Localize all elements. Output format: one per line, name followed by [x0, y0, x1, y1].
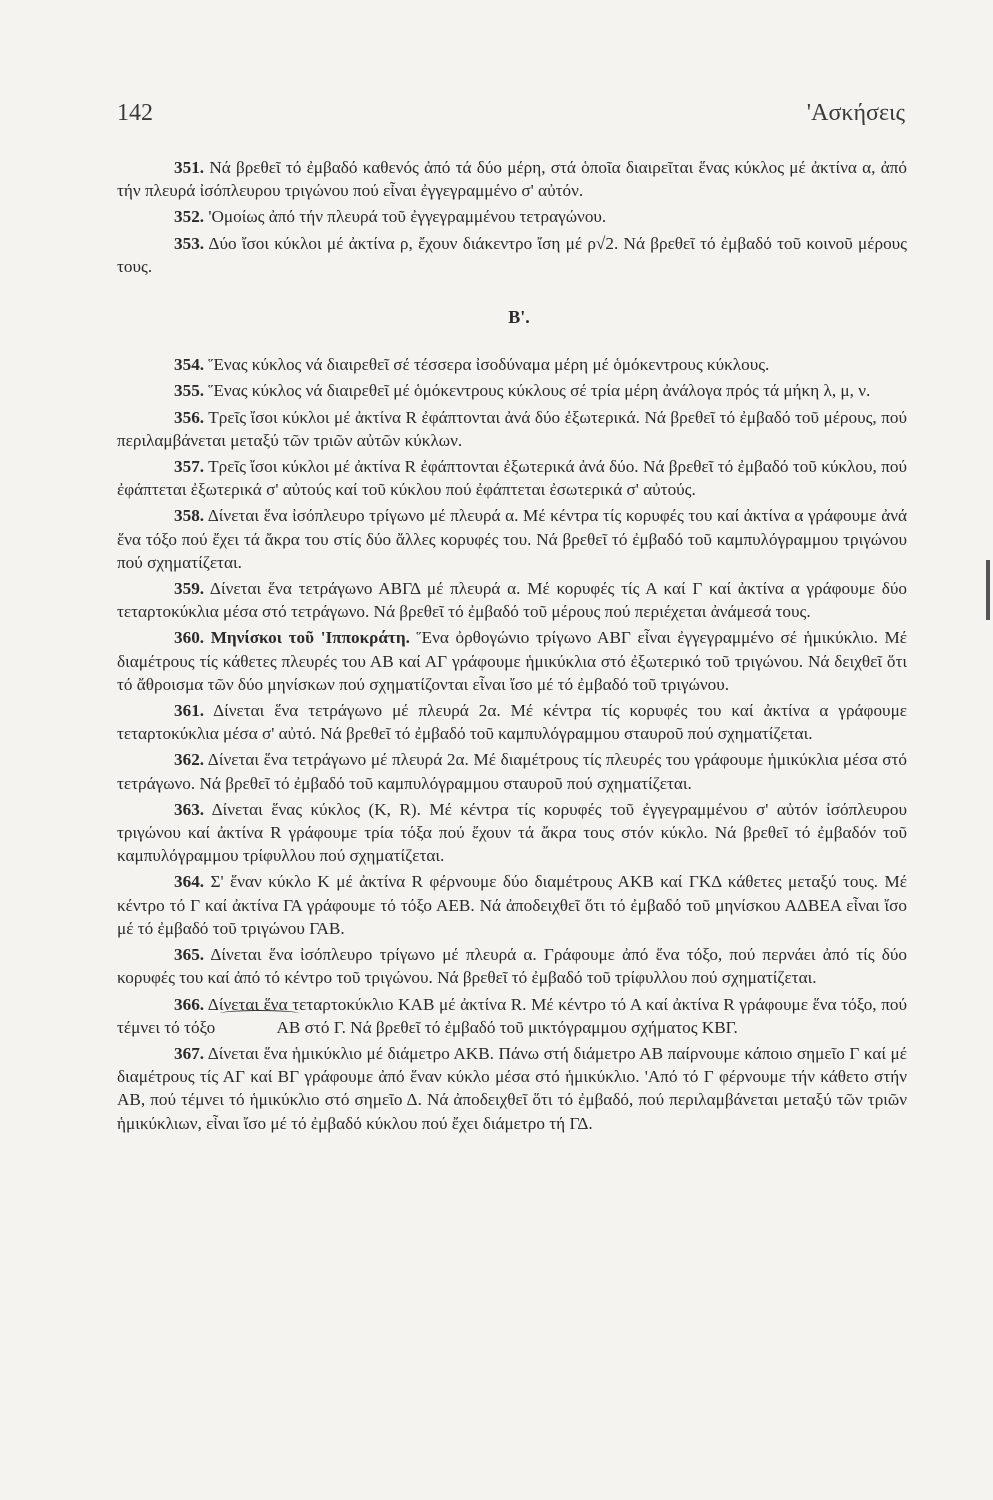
exercise-number: 355.: [174, 381, 205, 401]
exercise-number: 365.: [174, 945, 205, 965]
exercise-354: [117, 353, 907, 376]
exercise-353: [117, 232, 907, 278]
exercise-text: Δίνεται ἕνα τετράγωνο ΑΒΓΔ μέ πλευρά α. Μέ κορυφές τίς Α καί Γ καί ἀκτίνα α γράφουμε δύο τεταρτοκύκλια μέσα στό τετράγωνο. Νά βρεθεῖ τό ἐμβαδό τοῦ μέρους πού περιέχεται ἀνάμεσά τους.: [117, 579, 907, 622]
exercise-352: [117, 205, 907, 228]
exercise-number: 361.: [174, 701, 205, 721]
exercise-number: 353.: [174, 233, 205, 253]
exercise-text: Ἕνας κύκλος νά διαιρεθεῖ σέ τέσσερα ἰσοδύναμα μέρη μέ ὁμόκεντρους κύκλους.: [208, 355, 770, 375]
exercise-text: Δίνεται ἕνα ἰσόπλευρο τρίγωνο μέ πλευρά α. Μέ κέντρα τίς κορυφές του καί ἀκτίνα α γράφουμε ἀνά ἕνα τόξο πού ἔχει τά ἄκρα του στίς δύο ἄλλες κορυφές του. Νά βρεθεῖ τό ἐμβαδό τοῦ καμπυλόγραμμου τριγώνου πού σχηματίζεται.: [117, 506, 907, 572]
exercise-number: 351.: [174, 158, 205, 177]
exercise-367: [117, 1042, 907, 1135]
exercise-365: [117, 943, 907, 989]
exercise-number: 356.: [174, 407, 205, 427]
exercise-title: Μηνίσκοι τοῦ 'Ιπποκράτη.: [210, 628, 410, 648]
running-head: [117, 100, 905, 140]
exercise-text: Τρεῖς ἴσοι κύκλοι μέ ἀκτίνα R ἐφάπτονται ἀνά δύο ἐξωτερικά. Νά βρεθεῖ τό ἐμβαδό τοῦ μέρους, πού περιλαμβάνεται μεταξύ τῶν τριῶν αὐτῶν κύκλων.: [117, 407, 907, 450]
exercise-text: Ἕνας κύκλος νά διαιρεθεῖ μέ ὁμόκεντρους κύκλους σέ τρία μέρη ἀνάλογα πρός τά μήκη λ, μ, ν.: [208, 381, 871, 401]
exercise-number: 366.: [174, 994, 205, 1014]
exercise-number: 358.: [174, 506, 205, 526]
exercise-text-continued: στό Γ. Νά βρεθεῖ τό ἐμβαδό τοῦ μικτόγραμμου σχήματος ΚΒΓ.: [304, 1017, 738, 1037]
page-edge-mark: [986, 560, 990, 620]
page-number: 142: [117, 100, 153, 126]
exercise-364: [117, 870, 907, 940]
exercise-text: Νά βρεθεῖ τό ἐμβαδό καθενός ἀπό τά δύο μέρη, στά ὁποῖα διαιρεῖται ἕνας κύκλος μέ ἀκτίνα α, ἀπό τήν πλευρά ἰσόπλευρου τριγώνου πού εἶναι ἐγγεγραμμένο σ' αὐτόν.: [117, 158, 907, 201]
exercise-number: 367.: [174, 1043, 205, 1063]
exercise-number: 362.: [174, 750, 205, 770]
exercise-text: Δίνεται ἕνα ἰσόπλευρο τρίγωνο μέ πλευρά α. Γράφουμε ἀπό ἕνα τόξο, πού περνάει ἀπό τίς δύο κορυφές του καί ἀπό τό κέντρο τοῦ τριγώνου. Νά βρεθεῖ τό ἐμβαδό τοῦ τρίφυλλου πού σχηματίζεται.: [117, 945, 907, 988]
exercise-number: 360.: [174, 628, 205, 648]
exercise-361: [117, 699, 907, 745]
exercise-360: [117, 626, 907, 696]
exercise-number: 357.: [174, 457, 205, 477]
exercise-359: [117, 577, 907, 623]
exercise-text: Τρεῖς ἴσοι κύκλοι μέ ἀκτίνα R ἐφάπτονται ἐξωτερικά ἀνά δύο. Νά βρεθεῖ τό ἐμβαδό τοῦ κύκλου, πού ἐφάπτεται ἐξωτερικά σ' αὐτούς καί τοῦ κύκλου πού ἐφάπτεται ἐσωτερικά σ' αὐτούς.: [117, 457, 907, 500]
exercise-355: [117, 379, 907, 402]
exercise-number: 354.: [174, 355, 205, 375]
exercise-text: Δύο ἴσοι κύκλοι μέ ἀκτίνα ρ, ἔχουν διάκεντρο ἴση μέ ρ√2. Νά βρεθεῖ τό ἐμβαδό τοῦ κοινοῦ μέρους τους.: [117, 233, 907, 276]
exercise-number: 359.: [174, 579, 205, 599]
exercise-362: [117, 748, 907, 794]
exercise-text: Δίνεται ἕνα ἡμικύκλιο μέ διάμετρο ΑΚΒ. Πάνω στή διάμετρο ΑΒ παίρνουμε κάποιο σημεῖο Γ καί μέ διαμέτρους τίς ΑΓ καί ΒΓ γράφουμε ἀπό ἕναν κύκλο μέσα στό ἡμικύκλιο. 'Από τό Γ φέρνουμε τήν κάθετο στήν ΑΒ, πού τέμνει τό ἡμικύκλιο στό σημεῖο Δ. Νά ἀποδειχθεῖ ὅτι τό ἐμβαδό, πού περιλαμβάνεται μεταξύ τῶν τριῶν ἡμικύκλιων, εἶναι ἴσο μέ τό ἐμβαδό κύκλου πού ἔχει διάμετρο τή ΓΔ.: [117, 1043, 907, 1133]
exercise-366: [117, 993, 907, 1039]
exercise-number: 352.: [174, 207, 205, 227]
exercise-number: 364.: [174, 872, 205, 892]
exercise-357: [117, 455, 907, 501]
exercise-text: Δίνεται ἕνα τετράγωνο μέ πλευρά 2α. Μέ κέντρα τίς κορυφές του καί ἀκτίνα α γράφουμε τεταρτοκύκλια μέσα σ' αὐτό. Νά βρεθεῖ τό ἐμβαδό τοῦ καμπυλόγραμμου σταυροῦ πού σχηματίζεται.: [117, 701, 908, 744]
exercise-text: 'Ομοίως ἀπό τήν πλευρά τοῦ ἐγγεγραμμένου τετραγώνου.: [208, 207, 607, 227]
exercise-356: [117, 406, 907, 452]
arc-symbol: [220, 1010, 299, 1017]
exercise-363: [117, 798, 907, 868]
exercise-text: Σ' ἕναν κύκλο Κ μέ ἀκτίνα R φέρνουμε δύο διαμέτρους ΑΚΒ καί ΓΚΔ κάθετες μεταξύ τους. Μέ κέντρο τό Γ καί ἀκτίνα ΓΑ γράφουμε τό τόξο ΑΕΒ. Νά ἀποδειχθεῖ ὅτι τό ἐμβαδό τοῦ μηνίσκου ΑΔΒΕΑ εἶναι ἴσο μέ τό ἐμβαδό τοῦ τριγώνου ΓΑΒ.: [117, 872, 908, 938]
exercise-number: 363.: [174, 799, 205, 819]
exercise-358: [117, 504, 907, 574]
exercise-text: Ἕνα ὀρθογώνιο τρίγωνο ΑΒΓ εἶναι ἐγγεγραμμένο σέ ἡμικύκλιο. Μέ διαμέτρους τίς κάθετες πλευρές του ΑΒ καί ΑΓ γράφουμε ἡμικύκλια στό ἐξωτερικό τοῦ τριγώνου. Νά δειχθεῖ ὅτι τό ἄθροισμα τῶν δύο μηνίσκων πού σχηματίζονται εἶναι ἴσο μέ τό ἐμβαδό τοῦ τριγώνου.: [117, 628, 908, 694]
exercise-351: [117, 156, 907, 202]
arc-label: ΑΒ: [276, 1017, 301, 1037]
exercise-text: Δίνεται ἕνα τεταρτοκύκλιο ΚΑΒ μέ ἀκτίνα R. Μέ κέντρο τό Α καί ἀκτίνα R γράφουμε ἕνα τόξο, πού τέμνει τό τόξο: [117, 994, 907, 1037]
exercise-list: [117, 156, 907, 1138]
section-heading-b: Β'.: [508, 307, 530, 328]
exercise-text: Δίνεται ἕνα τετράγωνο μέ πλευρά 2α. Μέ διαμέτρους τίς πλευρές του γράφουμε ἡμικύκλια μέσα στό τετράγωνο. Νά βρεθεῖ τό ἐμβαδό τοῦ καμπυλόγραμμου σταυροῦ πού σχηματίζεται.: [117, 750, 907, 793]
exercise-text: Δίνεται ἕνας κύκλος (Κ, R). Μέ κέντρα τίς κορυφές τοῦ ἐγγεγραμμένου σ' αὐτόν ἰσόπλευρου τριγώνου καί ἀκτίνα R γράφουμε τρία τόξα πού ἔχουν τά ἄκρα τους στόν κύκλο. Νά βρεθεῖ τό ἐμβαδόν τοῦ καμπυλόγραμμου τρίφυλλου πού σχηματίζεται.: [117, 799, 907, 866]
arc-notation: [219, 1016, 300, 1039]
section-title: 'Ασκήσεις: [806, 100, 905, 126]
